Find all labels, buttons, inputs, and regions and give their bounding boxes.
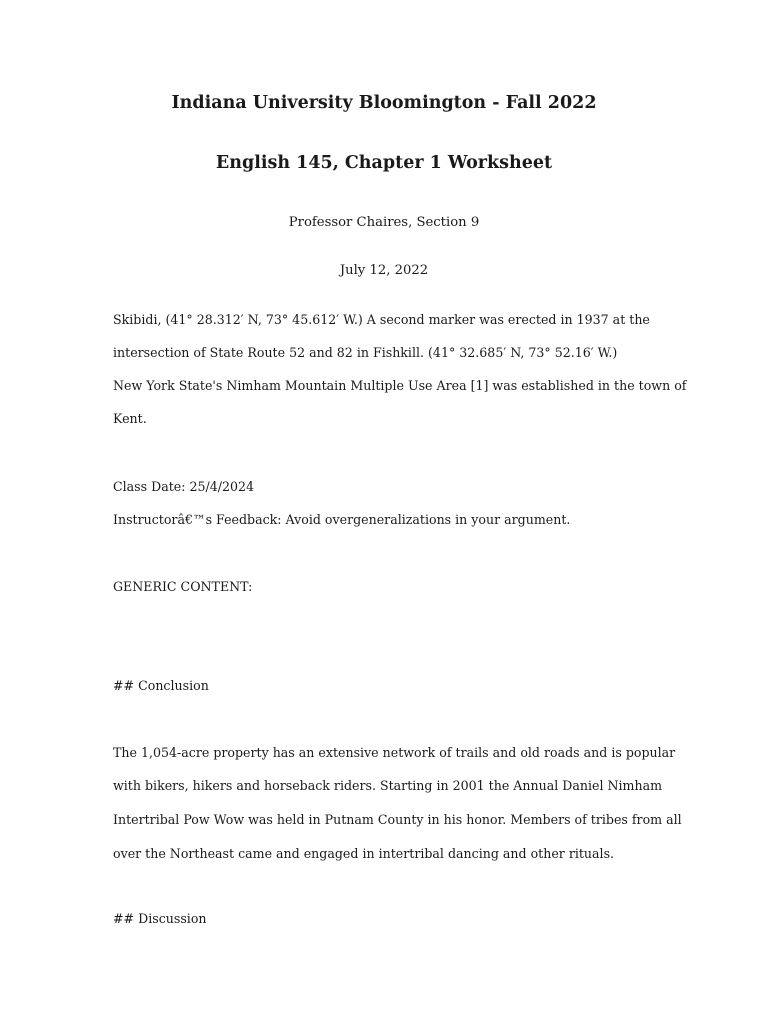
conclusion-line: with bikers, hikers and horseback riders. Starting in 2001 the Annual Daniel Nimham [113, 778, 663, 793]
intro-line: Skibidi, (41° 28.312′ N, 73° 45.612′ W.) A second marker was erected in 1937 at the [113, 312, 650, 327]
worksheet-title: English 145, Chapter 1 Worksheet [215, 153, 553, 173]
generic-content-heading: GENERIC CONTENT: [113, 579, 253, 594]
conclusion-line: The 1,054-acre property has an extensive network of trails and old roads and is popular [113, 745, 676, 760]
conclusion-line: over the Northeast came and engaged in intertribal dancing and other rituals. [113, 846, 615, 861]
intro-line: Kent. [113, 411, 147, 426]
discussion-heading: ## Discussion [113, 911, 207, 926]
intro-line: intersection of State Route 52 and 82 in Fishkill. (41° 32.685′ N, 73° 52.16′ W.) [113, 345, 618, 360]
conclusion-line: Intertribal Pow Wow was held in Putnam County in his honor. Members of tribes from all [113, 812, 682, 827]
document-title: Indiana University Bloomington - Fall 2022 [171, 93, 597, 113]
class-date: Class Date: 25/4/2024 [113, 479, 255, 494]
conclusion-heading: ## Conclusion [113, 678, 209, 693]
instructor-feedback: Instructorâ€™s Feedback: Avoid overgeneralizations in your argument. [113, 512, 571, 527]
document-date: July 12, 2022 [339, 263, 429, 278]
professor-section: Professor Chaires, Section 9 [288, 215, 480, 230]
intro-line: New York State's Nimham Mountain Multiple Use Area [1] was established in the town of [113, 378, 687, 393]
